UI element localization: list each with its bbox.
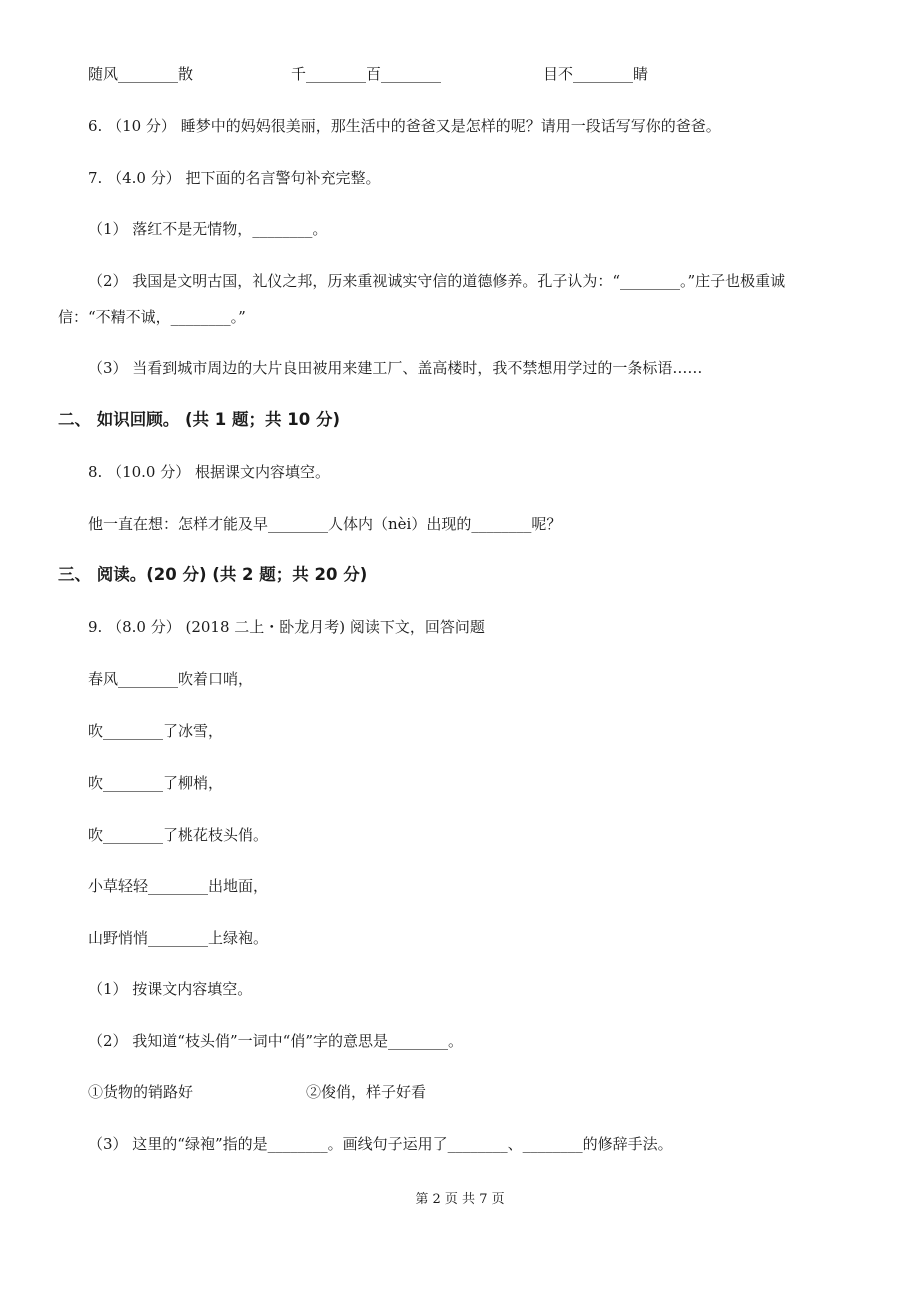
poem-line: 春风________吹着口哨，: [88, 670, 254, 688]
question-7-sub-3: （3） 当看到城市周边的大片良田被用来建工厂、盖高楼时，我不禁想用学过的一条标语……: [88, 359, 703, 377]
question-7-sub-1: （1） 落红不是无情物，________。: [88, 220, 328, 238]
question-7-stem: 7. （4.0 分） 把下面的名言警句补充完整。: [88, 169, 381, 187]
option-a: ①货物的销路好: [88, 1083, 194, 1101]
fill-item-mu-bu: 目不________睛: [543, 65, 649, 83]
question-8-text: 他一直在想：怎样才能及早________人体内（nèi）出现的________呢？: [88, 515, 562, 533]
section-3-heading: 三、 阅读。(20 分) (共 2 题；共 20 分): [58, 565, 368, 584]
question-9-sub-2: （2） 我知道“枝头俏”一词中“俏”字的意思是________。: [88, 1032, 463, 1050]
poem-line: 山野悄悄________上绿袍。: [88, 929, 269, 947]
page-footer: 第 2 页 共 7 页: [415, 1192, 505, 1207]
poem-line: 小草轻轻________出地面，: [88, 877, 269, 895]
fill-item-qian-bai: 千________百________: [291, 65, 442, 83]
option-b: ②俊俏，样子好看: [306, 1083, 427, 1101]
question-7-sub-2-line-2: 信：“不精不诚，________。”: [58, 308, 246, 326]
question-8-stem: 8. （10.0 分） 根据课文内容填空。: [88, 463, 331, 481]
section-2-heading: 二、 如识回顾。 (共 1 题；共 10 分): [58, 410, 340, 429]
poem-line: 吹________了柳梢，: [88, 774, 224, 792]
question-6: 6. （10 分） 睡梦中的妈妈很美丽，那生活中的爸爸又是怎样的呢？请用一段话写写你的爸爸。: [88, 117, 721, 135]
question-9-stem: 9. （8.0 分） (2018 二上・卧龙月考) 阅读下文，回答问题: [88, 618, 485, 636]
question-9-sub-1: （1） 按课文内容填空。: [88, 980, 253, 998]
question-9-sub-3: （3） 这里的“绿袍”指的是________。画线句子运用了________、________的修辞手法。: [88, 1135, 673, 1153]
fill-item-sui-feng: 随风________散: [88, 65, 194, 83]
poem-line: 吹________了冰雪，: [88, 722, 224, 740]
question-7-sub-2-line-1: （2） 我国是文明古国，礼仪之邦，历来重视诚实守信的道德修养。孔子认为：“________。”庄子也极重诚: [88, 272, 786, 290]
poem-line: 吹________了桃花枝头俏。: [88, 826, 269, 844]
